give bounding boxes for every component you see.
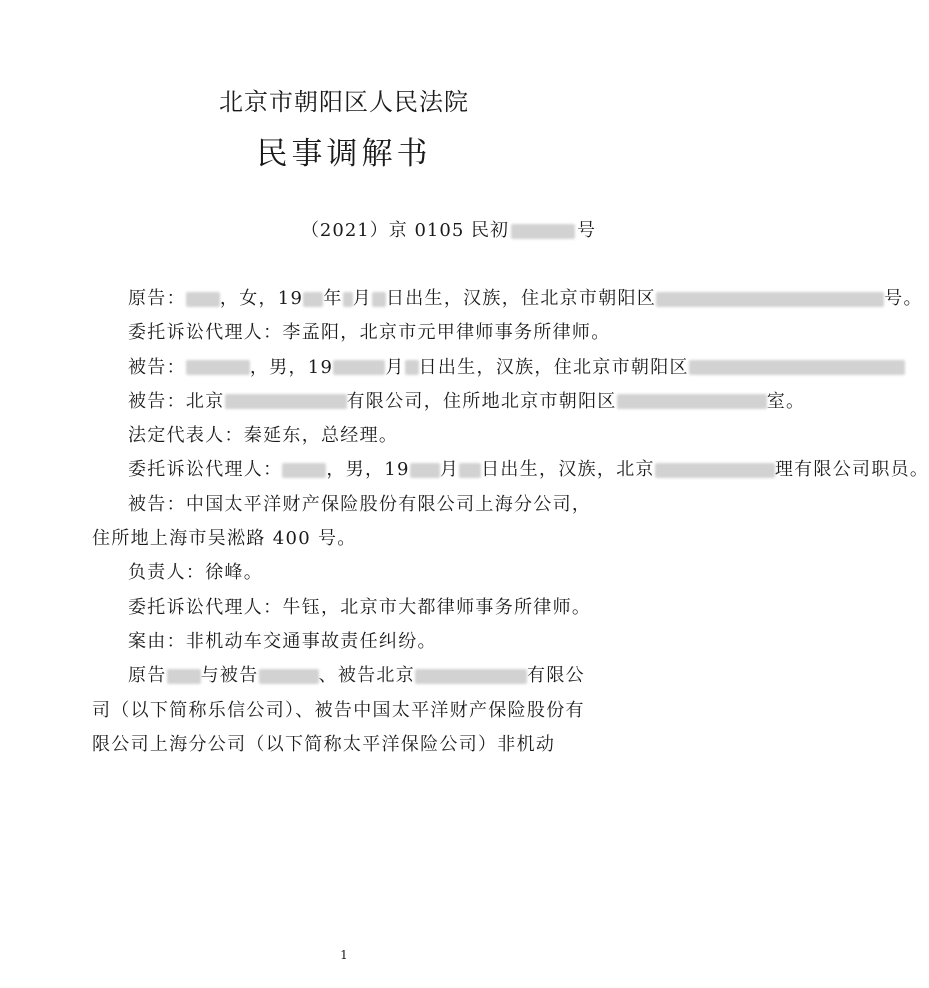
document-body [92,282,929,762]
case-number-suffix: 号 [577,220,596,241]
text-span: 月 [439,459,460,481]
text-span: 法定代表人：秦延东，总经理。 [128,425,399,447]
text-span: 、被告北京 [318,665,416,687]
redaction-mark [186,360,250,375]
paragraph-responsible-person [92,556,602,590]
text-span: 理有限公司职员。 [774,459,929,481]
text-span: ，男，19 [249,356,334,378]
paragraph-defendant [92,351,689,385]
redaction-mark [343,292,353,307]
text-span: 年 [323,288,343,309]
text-span: 委托诉讼代理人：牛钰，北京市大都律师事务所律师。 [128,596,592,618]
redaction-mark [167,669,201,684]
court-name: 北京市朝阳区人民法院 [219,88,469,116]
text-span: 日出生，汉族，北京 [481,459,655,481]
paragraph-agent [92,316,611,350]
redaction-mark [333,360,385,375]
redaction-mark [459,463,481,478]
redaction-mark [655,463,775,478]
paragraph-cause [92,625,602,659]
redaction-mark [689,360,905,375]
text-span: 与被告 [200,665,259,687]
redaction-mark [225,394,347,409]
redaction-mark [303,292,323,307]
text-span: 负责人：徐峰。 [128,562,264,584]
redaction-mark [186,292,220,307]
redaction-mark [410,463,440,478]
text-span: 日出生，汉族，住北京市朝阳区 [385,288,657,309]
text-span: ，男，19 [326,459,410,481]
text-span: 日出生，汉族，住北京市朝阳区 [418,356,689,378]
document-title: 民事调解书 [256,136,432,172]
text-span: 案由：非机动车交通事故责任纠纷。 [128,630,437,652]
redaction-mark [656,292,884,307]
redaction-mark [282,463,326,478]
text-span: 被告：中国太平洋财产保险股份有限公司上海分公司，住所地上海市吴淞路 400 号。 [92,493,592,550]
redaction-mark [372,292,386,307]
text-span: 有限公司（以下简称乐信公司）、被告中国太平洋财产保险股份有限公司上海分公司（以下简称太平洋保险公司）非机动 [92,665,585,755]
paragraph-defendant [92,488,602,557]
paragraph-legal-rep [92,419,602,453]
paragraph-plaintiff [92,282,923,316]
text-span: 原告 [128,665,167,687]
text-span: 月 [385,356,405,378]
text-span: 委托诉讼代理人：李孟阳，北京市元甲律师事务所律师。 [128,322,611,344]
text-span: 月 [352,288,372,309]
redaction-mark [617,394,767,409]
text-span: ，女，19 [219,288,304,309]
text-span: 号。 [884,288,923,309]
text-span: 室。 [766,390,806,412]
redaction-mark [405,360,419,375]
paragraph-defendant [92,385,806,419]
paragraph-case-intro [92,659,602,762]
page-number: 1 [340,948,348,962]
redaction-mark [415,669,527,684]
text-span: 有限公司，住所地北京市朝阳区 [346,390,617,412]
paragraph-agent [92,591,602,625]
text-span: 原告： [128,288,186,309]
text-span: 委托诉讼代理人： [128,459,283,481]
text-span: 被告： [128,356,186,378]
case-number [301,216,596,242]
text-span: 被告：北京 [128,390,225,412]
paragraph-agent [92,453,929,487]
redaction-mark [511,224,575,239]
case-number-prefix: （2021）京 0105 民初 [300,220,509,241]
redaction-mark [259,669,319,684]
